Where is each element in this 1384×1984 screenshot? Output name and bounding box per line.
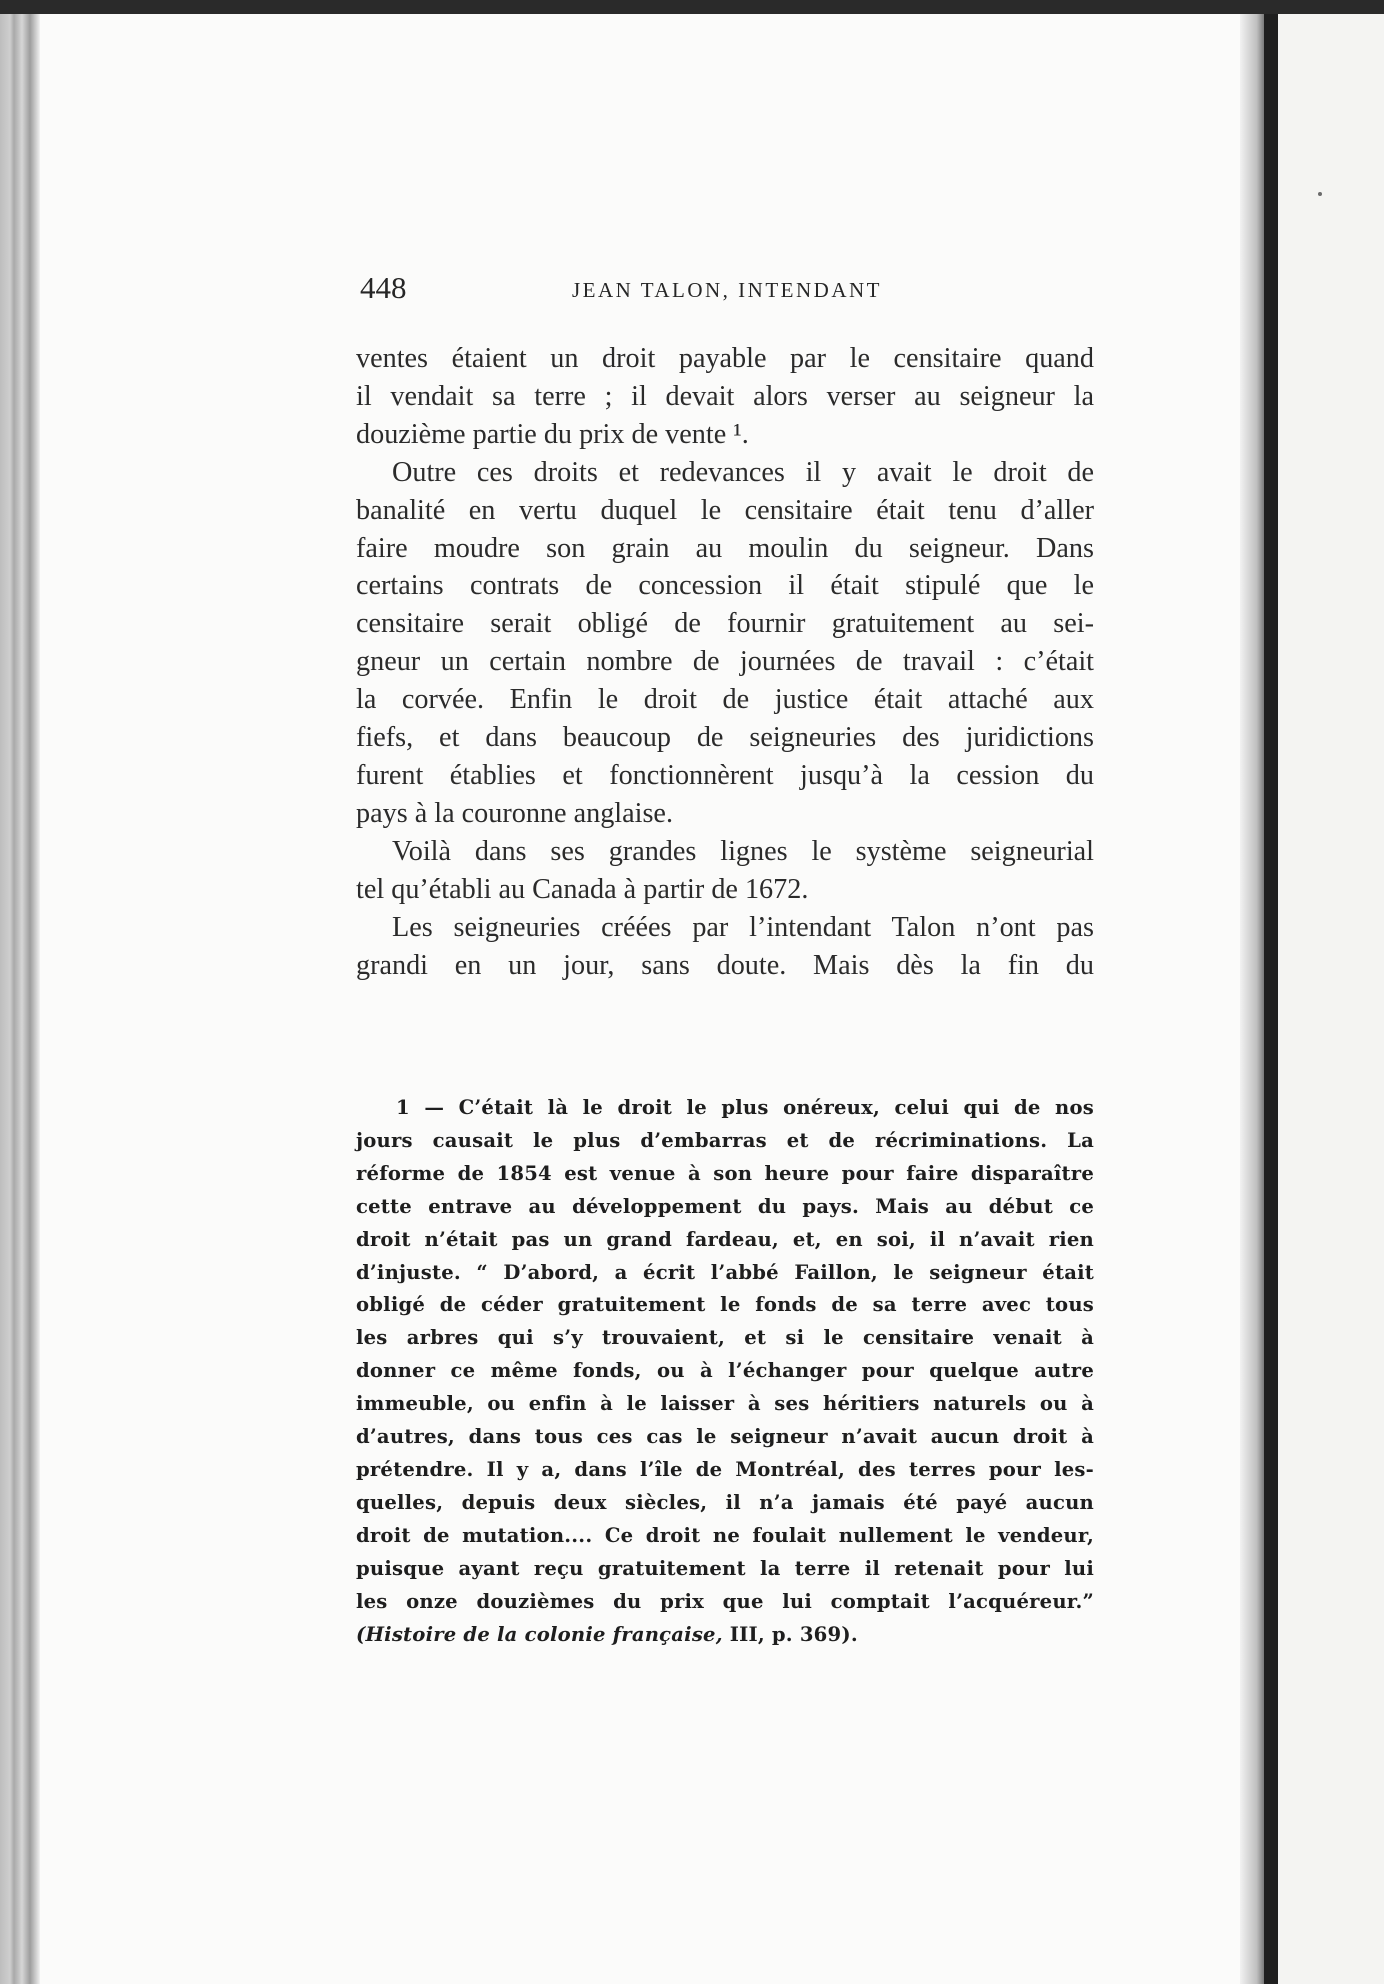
footnote-line: donner ce même fonds, ou à l’échanger pour quelque autre: [356, 1359, 1094, 1383]
footnote-line: les onze douzièmes du prix que lui comptait l’acquéreur.”: [356, 1589, 1094, 1613]
body-line: tel qu’établi au Canada à partir de 1672.: [356, 873, 809, 905]
footnote-line: cette entrave au développement du pays. Mais au début ce: [356, 1194, 1094, 1218]
body-line: Voilà dans ses grandes lignes le système seigneurial: [392, 835, 1094, 867]
body-text: [356, 340, 1094, 984]
footnote: [356, 1092, 1094, 1651]
footnote-line: immeuble, ou enfin à le laisser à ses héritiers naturels ou à: [356, 1392, 1094, 1416]
body-line: pays à la couronne anglaise.: [356, 797, 673, 829]
footnote-line: droit de mutation.... Ce droit ne foulait nullement le vendeur,: [356, 1523, 1094, 1547]
facing-page-speck: [1318, 192, 1322, 196]
body-line: ventes étaient un droit payable par le censitaire quand: [356, 343, 1094, 374]
page-header: [360, 270, 1098, 310]
body-line: la corvée. Enfin le droit de justice était attaché aux: [356, 684, 1094, 716]
footnote-citation-rest: III, p. 369).: [722, 1622, 858, 1646]
footnote-line: réforme de 1854 est venue à son heure pour faire disparaître: [356, 1161, 1094, 1185]
body-line: furent établies et fonctionnèrent jusqu’à la cession du: [356, 759, 1094, 791]
footnote-line: 1 — C’était là le droit le plus onéreux, celui qui de nos: [396, 1096, 1094, 1119]
book-page-edges: [0, 14, 40, 1984]
footnote-line: d’injuste. “ D’abord, a écrit l’abbé Faillon, le seigneur était: [356, 1260, 1094, 1284]
footnote-line: quelles, depuis deux siècles, il n’a jamais été payé aucun: [356, 1490, 1094, 1514]
body-line: certains contrats de concession il était stipulé que le: [356, 570, 1094, 602]
footnote-citation-line: [356, 1619, 1094, 1652]
page-number: 448: [360, 270, 407, 305]
footnote-citation-title: (Histoire de la colonie française,: [356, 1622, 723, 1646]
running-head: JEAN TALON, INTENDANT: [572, 278, 882, 302]
footnote-line: prétendre. Il y a, dans l’île de Montréal, des terres pour les-: [356, 1457, 1094, 1481]
footnote-line: jours causait le plus d’embarras et de récriminations. La: [356, 1128, 1094, 1152]
body-line: faire moudre son grain au moulin du seigneur. Dans: [356, 532, 1094, 564]
footnote-line: droit n’était pas un grand fardeau, et, en soi, il n’avait rien: [356, 1227, 1094, 1251]
body-line: douzième partie du prix de vente ¹.: [356, 418, 749, 450]
scan-top-border: [0, 0, 1384, 14]
body-line: grandi en un jour, sans doute. Mais dès la fin du: [356, 949, 1094, 981]
gutter-shadow: [1240, 14, 1264, 1984]
body-line: Les seigneuries créées par l’intendant Talon n’ont pas: [392, 911, 1094, 943]
body-line: Outre ces droits et redevances il y avait le droit de: [392, 456, 1094, 488]
binding-gap: [1264, 14, 1278, 1984]
body-line: banalité en vertu duquel le censitaire était tenu d’aller: [356, 494, 1094, 526]
footnote-line: obligé de céder gratuitement le fonds de sa terre avec tous: [356, 1293, 1094, 1317]
body-line: gneur un certain nombre de journées de travail : c’était: [356, 646, 1094, 678]
facing-page-edge: [1278, 14, 1384, 1984]
footnote-line: puisque ayant reçu gratuitement la terre il retenait pour lui: [356, 1556, 1094, 1580]
footnote-line: d’autres, dans tous ces cas le seigneur n’avait aucun droit à: [356, 1425, 1094, 1449]
body-line: fiefs, et dans beaucoup de seigneuries des juridictions: [356, 722, 1094, 754]
body-line: il vendait sa terre ; il devait alors verser au seigneur la: [356, 380, 1094, 412]
body-line: censitaire serait obligé de fournir gratuitement au sei-: [356, 608, 1094, 640]
footnote-line: les arbres qui s’y trouvaient, et si le censitaire venait à: [356, 1326, 1094, 1350]
